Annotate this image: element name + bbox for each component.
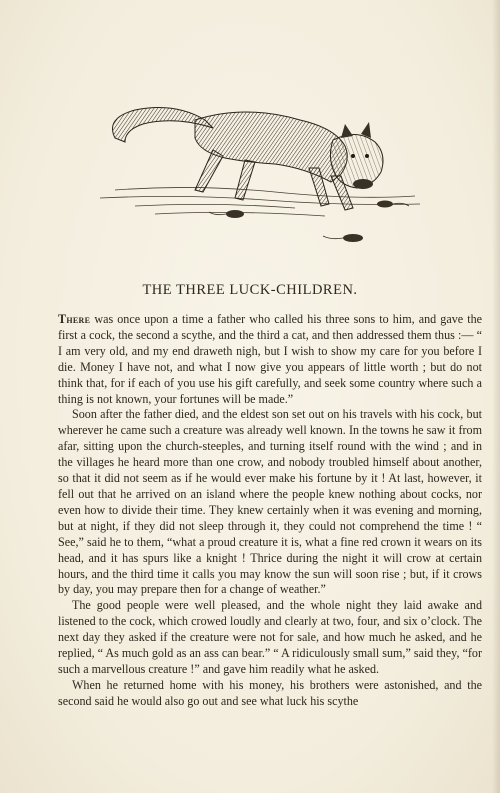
paragraph (58, 407, 482, 598)
paragraph-text: Soon after the father died, and the eldest son set out on his travels with his cock, but wherever he came such a creature was already well known. In the towns he saw it from afar, sitting upon the church-steeples, and turning itself round with the wind ; and in the villages he heard more than one crow, and nobody troubled himself about another, so that it did not seem as if he would ever make his fortune by it ! At last, however, it fell out that he arrived on an island where the people knew nothing about cocks, nor even how to divide their time. They knew certainly when it was evening and morning, but at night, if they did not sleep through it, they could not comprehend the time ! “ See,” said he to them, “what a proud creature it is, what a fine red crown it wears on its head, and it has spurs like a knight ! Thrice during the night it will crow at certain hours, and the third time it calls you may know the sun will soon rise ; but, if it crows by day, you may prepare then for a change of weather.” (58, 407, 482, 597)
cat-engraving-illustration (95, 98, 425, 256)
paragraph (58, 598, 482, 678)
paragraph (58, 312, 482, 407)
story-text (58, 312, 482, 710)
paragraph-text: The good people were well pleased, and the whole night they laid awake and listened to the cock, which crowed loudly and clearly at two, four, and six o’clock. The next day they asked if the creature were not for sale, and how much he asked, and he replied, “ As much gold as an ass can bear.” “ A ridiculously small sum,” said they, “for such a marvellous creature !” and gave him readily what he asked. (58, 598, 482, 676)
paragraph-text: was once upon a time a father who called his three sons to him, and gave the first a cock, the second a scythe, and the third a cat, and then addressed them thus :— “ I am very old, and my end draweth nigh, but I wish to show my care for you before I die. Money I have not, and what I now give you appears of little worth ; but do not think that, for if each of you use his gift carefully, and seek some country where such a thing is not known, your fortunes will be made.” (58, 312, 482, 406)
paragraph (58, 678, 482, 710)
page-edge-shadow (492, 0, 500, 793)
chapter-title: THE THREE LUCK-CHILDREN. (142, 282, 358, 298)
paragraph-text: When he returned home with his money, his brothers were astonished, and the second said he would also go out and see what luck his scythe (58, 677, 482, 708)
drop-lead-word: There (58, 312, 91, 326)
